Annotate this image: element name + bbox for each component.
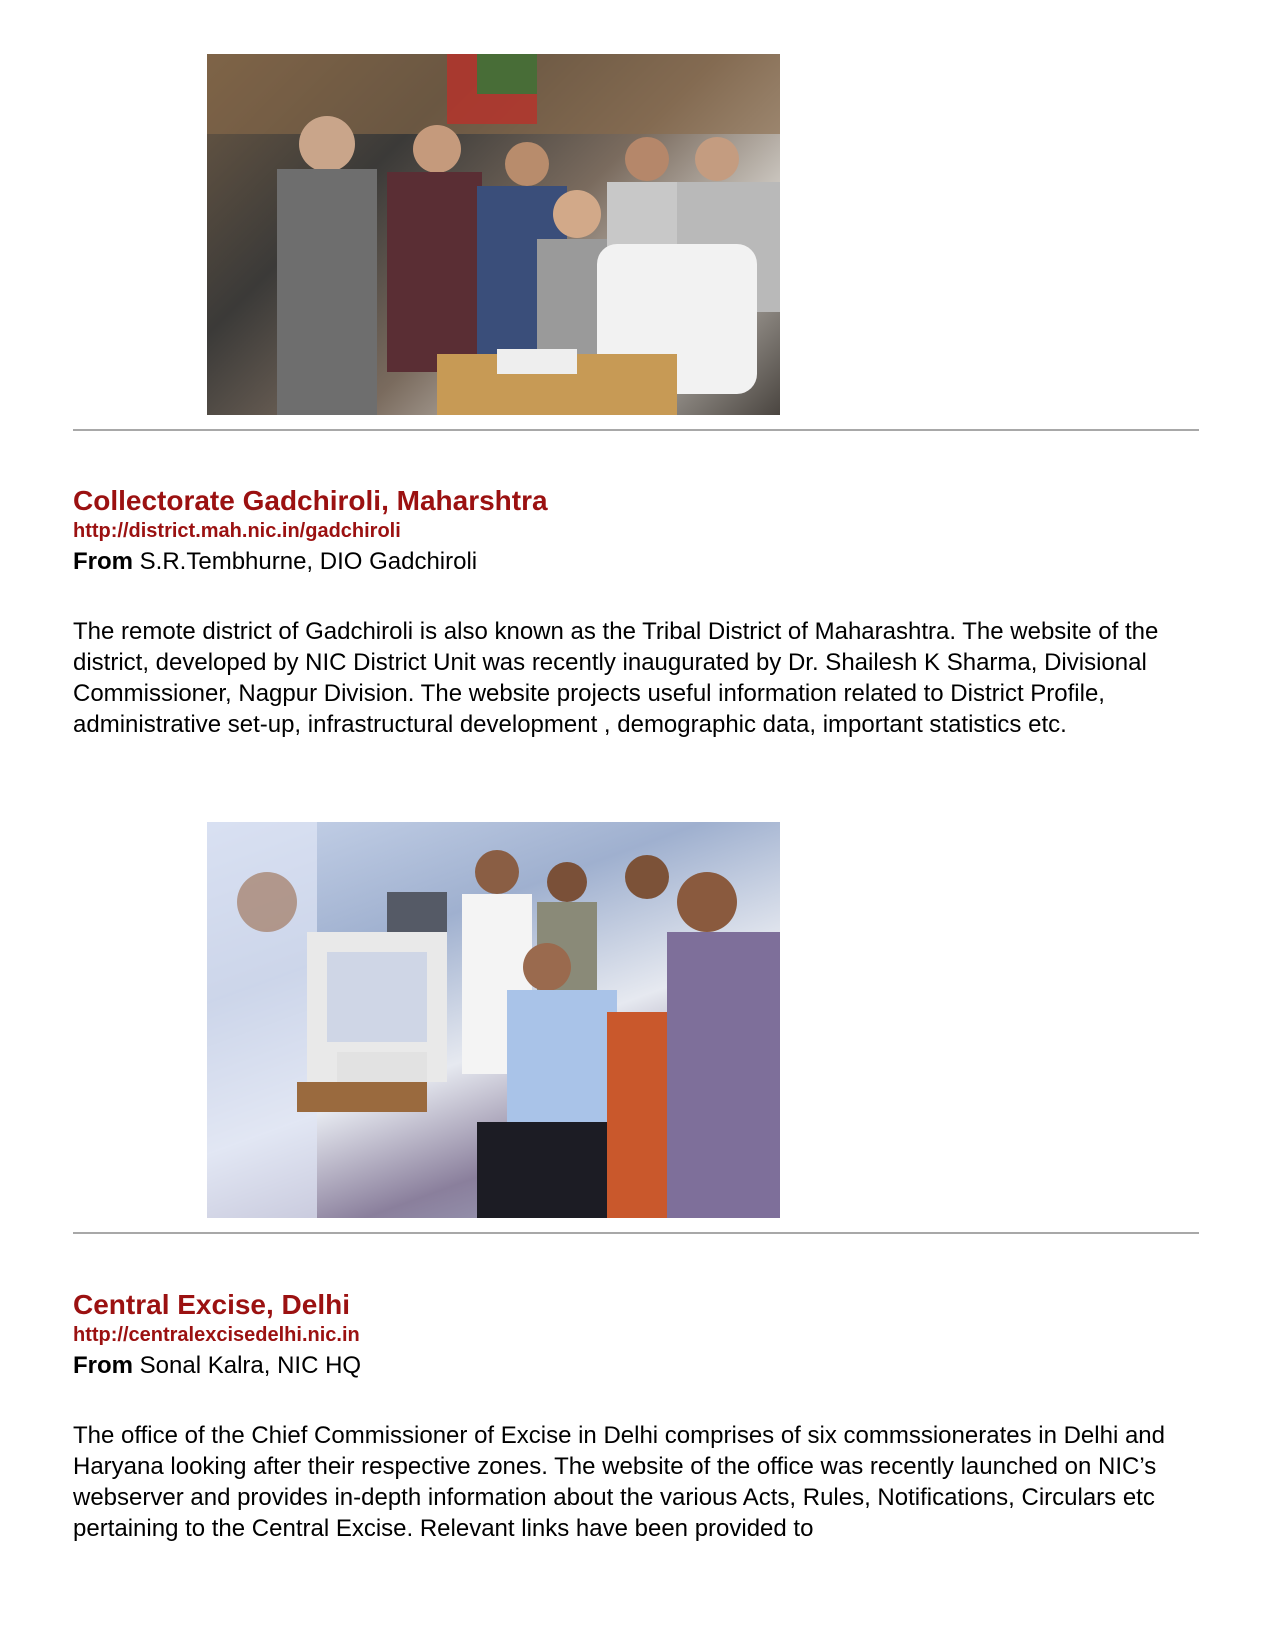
article-url[interactable]: http://district.mah.nic.in/gadchiroli xyxy=(73,520,401,542)
photo-man-at-computer xyxy=(207,822,780,1218)
article-byline xyxy=(73,546,1203,578)
article-byline xyxy=(73,1350,1203,1382)
article-central-excise xyxy=(73,1288,1203,1544)
article-title: Central Excise, Delhi xyxy=(73,1289,351,1320)
article-body: The office of the Chief Commissioner of Excise in Delhi comprises of six commssionerates in Delhi and Haryana looking after their respective zones. The website of the office was recently launched on NIC’s webserver and provides in-depth information about the various Acts, Rules, Notifications, Circulars etc pertaining to the Central Excise. Relevant links have been provided to xyxy=(73,1422,1165,1542)
photo-website-inauguration xyxy=(207,54,780,415)
section-divider xyxy=(73,429,1199,431)
photo-website-launch xyxy=(207,822,780,1218)
from-label: From xyxy=(73,548,133,575)
article-title: Collectorate Gadchiroli, Maharshtra xyxy=(73,485,548,516)
from-label: From xyxy=(73,1352,133,1379)
from-value: Sonal Kalra, NIC HQ xyxy=(139,1352,362,1379)
from-value: S.R.Tembhurne, DIO Gadchiroli xyxy=(139,548,478,575)
section-divider xyxy=(73,1232,1199,1234)
photo-group-at-computer xyxy=(207,54,780,415)
article-body: The remote district of Gadchiroli is also known as the Tribal District of Maharashtra. The website of the district, developed by NIC District Unit was recently inaugurated by Dr. Shailesh K Sharma, Divisional Commissioner, Nagpur Division. The website projects useful information related to District Profile, administrative set-up, infrastructural development , demographic data, important statistics etc. xyxy=(73,618,1159,738)
article-gadchiroli xyxy=(73,484,1203,740)
article-url[interactable]: http://centralexcisedelhi.nic.in xyxy=(73,1324,360,1346)
